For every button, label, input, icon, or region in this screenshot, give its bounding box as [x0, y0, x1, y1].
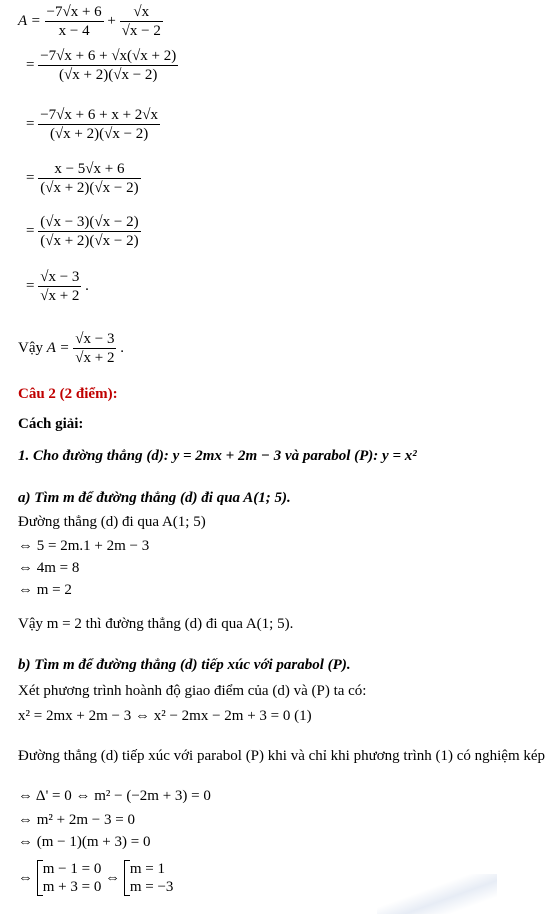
equation-line-6 [26, 268, 89, 305]
numerator: −7√x + 6 + x + 2√x [40, 107, 159, 123]
equals-sign: = [26, 56, 35, 73]
equivalence-arrow: ⇔ [105, 870, 121, 886]
equation-line-2 [26, 47, 178, 84]
fraction [38, 106, 160, 143]
period: . [85, 277, 89, 294]
part-a-conclusion: Vậy m = 2 thì đường thẳng (d) đi qua A(1; 5). [18, 616, 294, 632]
equals-sign: = [26, 115, 35, 132]
fraction-1 [45, 3, 104, 40]
numerator: √x [120, 3, 163, 22]
watermark [377, 874, 497, 914]
denominator: (√x + 2)(√x − 2) [49, 126, 149, 142]
fraction [38, 268, 81, 305]
system-2-eq-a: m = 1 [129, 861, 165, 877]
system-1 [43, 860, 102, 896]
denominator: (√x + 2)(√x − 2) [40, 180, 139, 196]
fraction [73, 330, 116, 367]
fraction [38, 47, 178, 84]
conclusion-prefix: Vậy [18, 339, 43, 356]
part1-statement: 1. Cho đường thẳng (d): y = 2mx + 2m − 3 và parabol (P): y = x² [18, 448, 417, 464]
equation-system [18, 860, 173, 896]
system-1-eq-b: m + 3 = 0 [42, 879, 102, 895]
system-2 [130, 860, 174, 896]
denominator: √x + 2 [40, 288, 80, 304]
denominator: x − 4 [58, 23, 90, 39]
equation-line-4 [26, 160, 141, 197]
denominator: √x − 2 [121, 23, 161, 39]
part-a-line-3: ⇔ 4m = 8 [18, 560, 80, 576]
system-1-eq-a: m − 1 = 0 [42, 861, 102, 877]
part-b-line-5: ⇔ m² + 2m − 3 = 0 [18, 812, 135, 828]
numerator: −7√x + 6 + √x(√x + 2) [40, 48, 177, 64]
method-label: Cách giải: [18, 416, 84, 432]
system-2-eq-b: m = −3 [129, 879, 174, 895]
part-b-line-4: ⇔ Δ' = 0 ⇔ m² − (−2m + 3) = 0 [18, 788, 211, 804]
part-b-line-1: Xét phương trình hoành độ giao điểm của (d) và (P) ta có: [18, 683, 367, 699]
fraction [38, 160, 140, 197]
equation-line-3 [26, 106, 160, 143]
plus-sign: + [107, 12, 116, 29]
denominator: (√x + 2)(√x − 2) [59, 67, 158, 83]
fraction-2 [120, 3, 163, 40]
lhs-A: A = [46, 339, 70, 356]
numerator: √x − 3 [75, 331, 115, 347]
section-heading: Câu 2 (2 điểm): [18, 386, 118, 402]
numerator: √x − 3 [40, 269, 80, 285]
lhs-A: A = [18, 12, 41, 29]
equals-sign: = [26, 222, 35, 239]
part-b-line-3: Đường thẳng (d) tiếp xúc với parabol (P) khi và chỉ khi phương trình (1) có nghiệm kép [18, 748, 546, 764]
period: . [120, 339, 124, 356]
part-a-line-2: ⇔ 5 = 2m.1 + 2m − 3 [18, 538, 150, 554]
numerator: x − 5√x + 6 [38, 160, 140, 179]
conclusion-line [18, 330, 124, 367]
part-a-title: a) Tìm m để đường thẳng (d) đi qua A(1; 5). [18, 490, 291, 506]
numerator: −7√x + 6 [46, 4, 102, 20]
denominator: (√x + 2)(√x − 2) [40, 233, 139, 249]
part-a-line-4: ⇔ m = 2 [18, 582, 72, 598]
part-b-line-2: x² = 2mx + 2m − 3 ⇔ x² − 2mx − 2m + 3 = 0 (1) [18, 708, 312, 724]
part-b-title: b) Tìm m để đường thẳng (d) tiếp xúc với parabol (P). [18, 657, 351, 673]
denominator: √x + 2 [75, 350, 115, 366]
equivalence-arrow: ⇔ [18, 870, 33, 886]
equals-sign: = [26, 169, 35, 186]
fraction [38, 213, 140, 250]
equation-line-1 [18, 3, 163, 40]
part-b-line-6: ⇔ (m − 1)(m + 3) = 0 [18, 834, 151, 850]
equals-sign: = [26, 277, 35, 294]
part-a-line-1: Đường thẳng (d) đi qua A(1; 5) [18, 514, 206, 530]
equation-line-5 [26, 213, 141, 250]
numerator: (√x − 3)(√x − 2) [40, 214, 139, 230]
